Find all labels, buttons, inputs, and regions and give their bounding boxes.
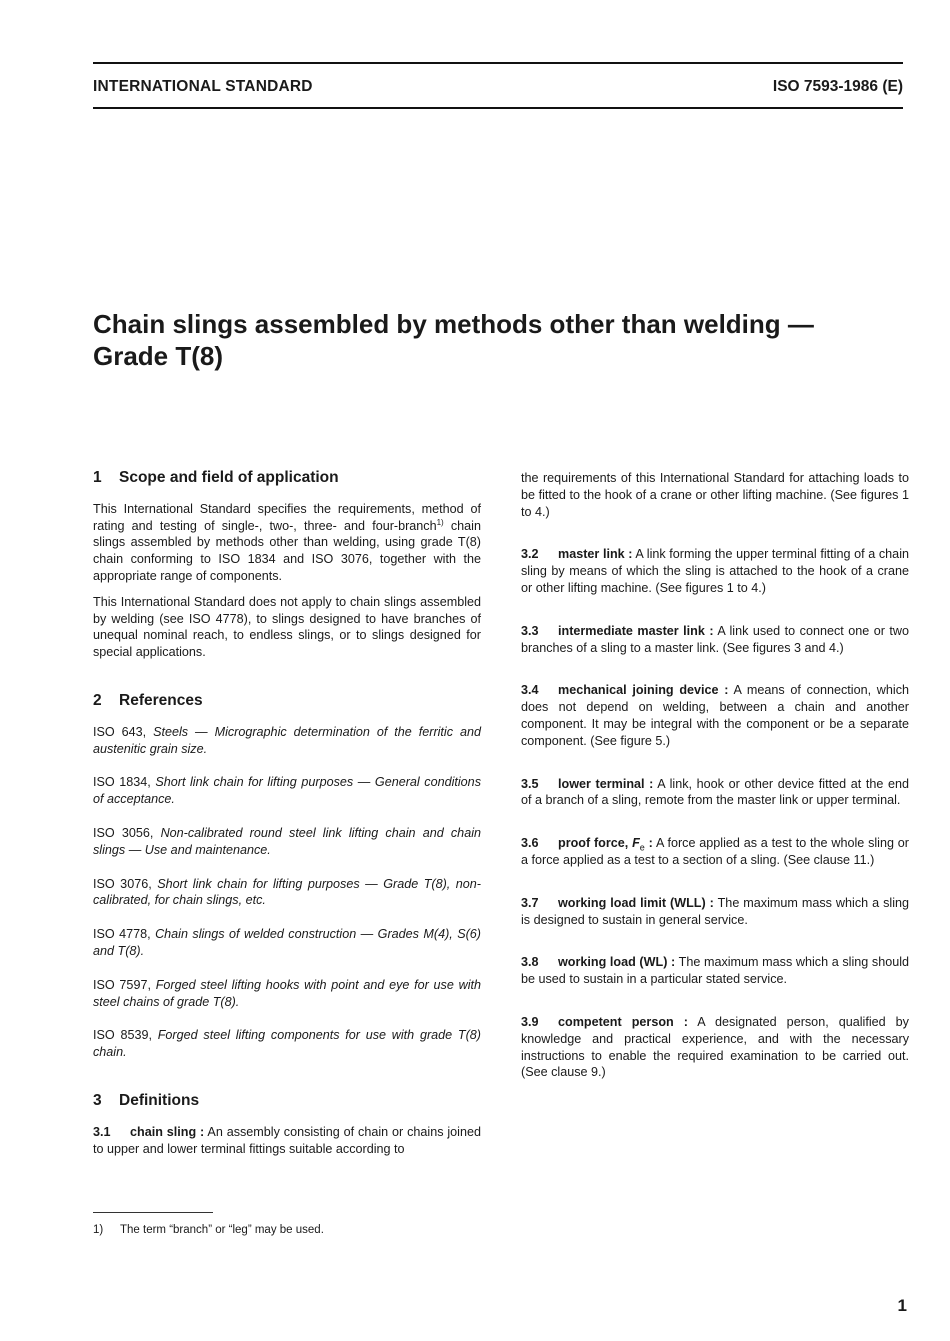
reference-item: ISO 8539, Forged steel lifting components for use with grade T(8) chain. <box>93 1028 481 1060</box>
definition-3-6: 3.6 proof force, $F_e$ : A force applied as a test to the whole sling or a force applied as a test to a section of a sling. (See clause 11.) <box>521 836 909 867</box>
reference-item: ISO 643, Steels — Micrographic determination of the ferritic and austenitic grain size. <box>93 724 481 756</box>
reference-item: ISO 7597, Forged steel lifting hooks with point and eye for use with steel chains of grade T(8). <box>93 977 481 1009</box>
reference-item: ISO 1834, Short link chain for lifting purposes — General conditions of acceptance. <box>93 775 481 807</box>
reference-item: ISO 4778, Chain slings of welded construction — Grades M(4), S(6) and T(8). <box>93 927 481 958</box>
document-type: INTERNATIONAL STANDARD <box>93 78 313 95</box>
document-title <box>93 308 913 372</box>
section-1-heading: 1 Scope and field of application <box>93 469 339 486</box>
definition-3-8: 3.8 working load (WL) : The maximum mass which a sling should be used to sustain in a particular stated service. <box>521 955 910 987</box>
definition-3-1: 3.1 chain sling : An assembly consisting of chain or chains joined to upper and lower terminal fittings suitable according to <box>93 1124 481 1156</box>
section-1-paragraph-2: This International Standard does not apply to chain slings assembled by welding (see ISO 4778), to slings designed to have branches of unequal nominal reach, to endless slings, or to slings designed for special applications. <box>93 594 481 660</box>
section-2-heading: 2 References <box>93 691 203 709</box>
reference-item: ISO 3076, Short link chain for lifting purposes — Grade T(8), non-calibrated, for chain slings, etc. <box>93 876 481 908</box>
footnote: 1) The term “branch” or “leg” may be used. <box>93 1224 324 1236</box>
symbol-f: F <box>632 836 640 851</box>
definition-3-3: 3.3 intermediate master link : A link used to connect one or two branches of a sling to a master link. (See figures 3 and 4.) <box>521 623 909 655</box>
reference-item: ISO 3056, Non-calibrated round steel link lifting chain and chain slings — Use and maintenance. <box>93 825 481 857</box>
footnote-rule <box>93 1212 213 1213</box>
right-column <box>521 470 909 1081</box>
left-column <box>93 470 481 1157</box>
definition-3-7: 3.7 working load limit (WLL) : The maximum mass which a sling is designed to sustain in general service. <box>521 895 910 927</box>
page-number: 1 <box>897 1296 907 1315</box>
header-rule-top <box>93 62 903 64</box>
section-3-heading: 3 Definitions <box>93 1091 200 1109</box>
definition-3-5: 3.5 lower terminal : A link, hook or other device fitted at the end of a branch of a sling, remote from the master link or upper terminal. <box>521 776 909 808</box>
footnote-ref[interactable]: 1) <box>436 517 444 527</box>
definition-3-2: 3.2 master link : A link forming the upper terminal fitting of a chain sling by means of which the sling is attached to the hook of a crane or other lifting machine. (See figures 1 to 4.) <box>521 547 909 595</box>
definition-3-9: 3.9 competent person : A designated person, qualified by knowledge and practical experience, and with the necessary instructions to enable the required examination to be carried out. (See clause 9.) <box>521 1014 909 1080</box>
definition-3-1-continued: the requirements of this International Standard for attaching loads to be fitted to the hook of a crane or other lifting machine. (See figures 1 to 4.) <box>521 471 909 519</box>
definition-3-4: 3.4 mechanical joining device : A means of connection, which does not depend on welding, between a chain and another component. It may be integral with the component or be a separate component. (See figure 5.) <box>521 683 909 748</box>
section-1-paragraph-1: This International Standard specifies the requirements, method of rating and testing of single-, two-, three- and four-branch$^{1)}$ chain slings assembled by methods other than welding, using grade T(8) chain conforming to ISO 1834 and ISO 3076, together with the appropriate range of components. <box>93 501 481 583</box>
title-line-1: Chain slings assembled by methods other than welding — <box>93 309 814 339</box>
title-line-2: Grade T(8) <box>93 341 224 371</box>
header-rule-bottom <box>93 107 903 109</box>
document-reference: ISO 7593-1986 (E) <box>772 78 903 95</box>
